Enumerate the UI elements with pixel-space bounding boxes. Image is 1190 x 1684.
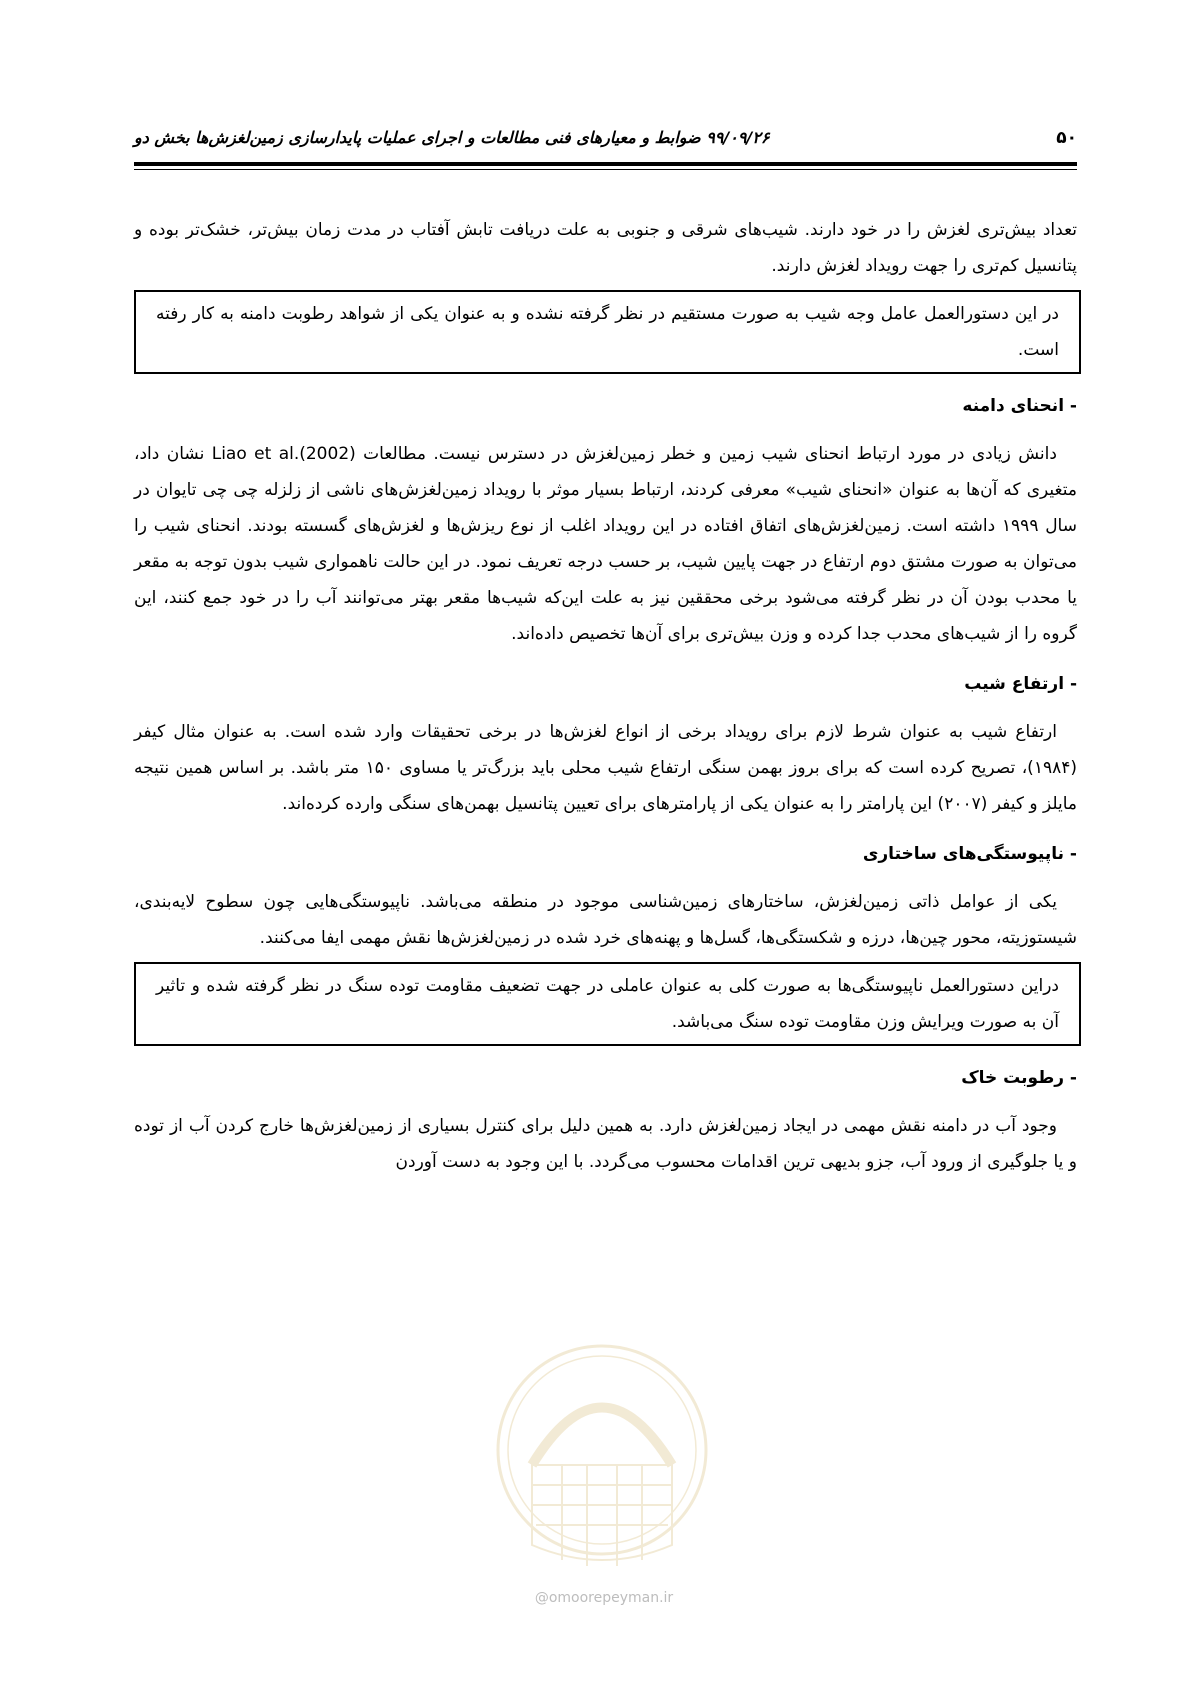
paragraph-slope-curvature: دانش زیادی در مورد ارتباط انحنای شیب زمین و خطر زمین‌لغزش در دسترس نیست. مطالعات Liao et al.(2002) نشان داد، متغیری که آن‌ها به عنوان «انحنای شیب» معرفی کردند، ارتباط بسیار موثر با رویداد زمین‌لغزش‌های ناشی از زلزله چی چی تایوان در سال ۱۹۹۹ داشته است. زمین‌لغزش‌های اتفاق افتاده در این رویداد اغلب از نوع ریزش‌ها و لغزش‌های گسسته بودند. انحنای شیب را می‌توان به صورت مشتق دوم ارتفاع در جهت پایین شیب، بر حسب درجه تعریف نمود. در این حالت ناهمواری شیب بدون توجه به مقعر یا محدب بودن آن در نظر گرفته می‌شود برخی محققین نیز به علت این‌که شیب‌ها مقعر بهتر می‌توانند آب را در خود جمع کنند، این گروه را از شیب‌های محدب جدا کرده و وزن بیش‌تری برای آن‌ها تخصیص داده‌اند.	[134, 444, 1077, 644]
header-rule-thick	[134, 162, 1077, 166]
running-title: ۹۹/۰۹/۲۶ ضوابط و معیارهای فنی مطالعات و اجرای عملیات پایدارسازی زمین‌لغزش‌ها بخش دو	[134, 128, 770, 147]
page-header	[134, 128, 1077, 152]
heading-soil-moisture: - رطوبت خاک	[961, 1068, 1077, 1088]
intro-paragraph: تعداد بیش‌تری لغزش را در خود دارند. شیب‌های شرقی و جنوبی به علت دریافت تابش آفتاب در مدت زمان بیش‌تر، خشک‌تر بوده و پتانسیل کم‌تری را جهت رویداد لغزش دارند.	[134, 220, 1077, 276]
note-box-slope-aspect: در این دستورالعمل عامل وجه شیب به صورت مستقیم در نظر گرفته نشده و به عنوان یکی از شواهد رطوبت دامنه به کار رفته است.	[134, 290, 1081, 374]
heading-slope-curvature: - انحنای دامنه	[962, 396, 1077, 416]
watermark-url: @omoorepeyman.ir	[534, 1590, 674, 1606]
header-rule-thin	[134, 169, 1077, 170]
heading-structural-discontinuities: - ناپیوستگی‌های ساختاری	[862, 844, 1077, 864]
page-number: ۵۰	[1056, 128, 1077, 148]
paragraph-soil-moisture: وجود آب در دامنه نقش مهمی در ایجاد زمین‌لغزش دارد. به همین دلیل برای کنترل بسیاری از زمین‌لغزش‌ها خارج کردن آب از توده و یا جلوگیری از ورود آب، جزو بدیهی ترین اقدامات محسوب می‌گردد. با این وجود به دست آوردن	[134, 1116, 1077, 1172]
note-box-discontinuities: دراین دستورالعمل ناپیوستگی‌ها به صورت کلی به عنوان عاملی در جهت تضعیف مقاومت توده سنگ در نظر گرفته شده و تاثیر آن به صورت ویرایش وزن مقاومت توده سنگ می‌باشد.	[134, 962, 1081, 1046]
paragraph-structural-discontinuities: یکی از عوامل ذاتی زمین‌لغزش، ساختارهای زمین‌شناسی موجود در منطقه می‌باشد. ناپیوستگی‌هایی چون سطوح لایه‌بندی، شیستوزیته، محور چین‌ها، درزه و شکستگی‌ها، گسل‌ها و پهنه‌های خرد شده در زمین‌لغزش‌ها نقش مهمی ایفا می‌کنند.	[134, 892, 1077, 948]
paragraph-slope-height: ارتفاع شیب به عنوان شرط لازم برای رویداد برخی از انواع لغزش‌ها در برخی تحقیقات وارد شده است. به عنوان مثال کیفر (۱۹۸۴)، تصریح کرده است که برای بروز بهمن سنگی ارتفاع شیب محلی باید بزرگ‌تر یا مساوی ۱۵۰ متر باشد. بر اساس همین نتیجه مایلز و کیفر (۲۰۰۷) این پارامتر را به عنوان یکی از پارامترهای برای تعیین پتانسیل بهمن‌های سنگی وارده کرده‌اند.	[134, 722, 1077, 814]
heading-slope-height: - ارتفاع شیب	[964, 674, 1077, 694]
page-body	[134, 212, 1077, 1180]
seal-logo-icon	[492, 1330, 712, 1590]
